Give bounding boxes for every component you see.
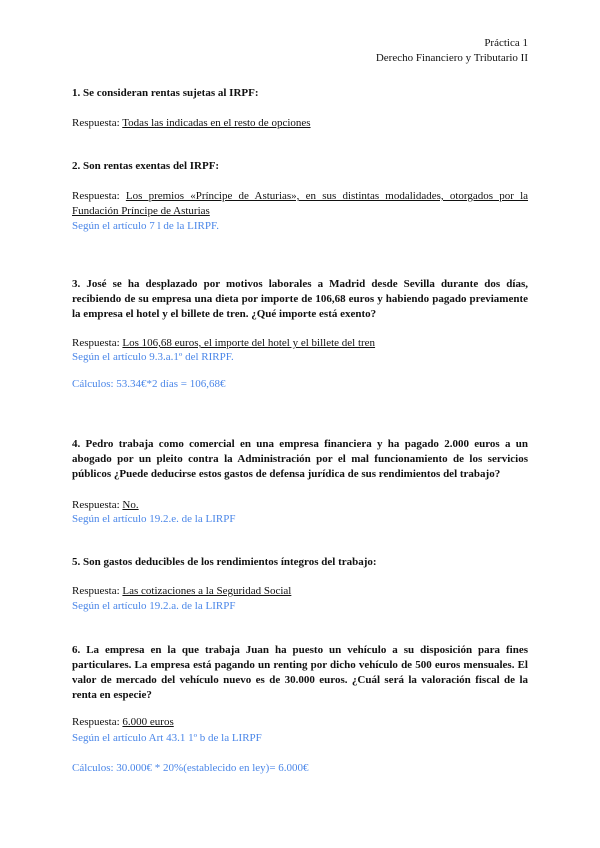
answer-label: Respuesta: [72,337,120,349]
question-4: 4. Pedro trabaja como comercial en una empresa financiera y ha pagado 2.000 euros a un abogado por un pleito contra la Administración por el mal funcionamiento de los servicios públicos ¿Puede deducirse estos gastos de defensa jurídica de sus rendimientos del trabajo? [72,438,528,480]
answer-6 [72,715,528,730]
citation-4: Según el artículo 19.2.e. de la LIRPF [72,513,236,525]
answer-label: Respuesta: [72,190,120,202]
answer-4 [72,498,528,513]
header-practice: Práctica 1 [484,37,528,49]
answer-3 [72,336,528,351]
answer-text: Todas las indicadas en el resto de opciones [122,117,311,129]
answer-label: Respuesta: [72,499,120,511]
answer-5 [72,584,528,599]
question-6: 6. La empresa en la que trabaja Juan ha puesto un vehículo a su disposición para fines particulares. La empresa está pagando un renting por dicho vehículo de 500 euros mensuales. El valor de mercado del vehículo nuevo es de 30.000 euros. ¿Cuál será la valoración fiscal de la renta en especie? [72,644,528,701]
citation-6: Según el artículo Art 43.1 1º b de la LIRPF [72,732,262,744]
citation-3: Según el artículo 9.3.a.1º del RIRPF. [72,351,234,363]
calculation-3: Cálculos: 53.34€*2 días = 106,68€ [72,378,226,390]
answer-text: Los premios «Príncipe de Asturias», en sus distintas modalidades, otorgados por la Fundación Príncipe de Asturias [72,190,529,217]
citation-2: Según el artículo 7 l de la LIRPF. [72,220,219,232]
header-subject: Derecho Financiero y Tributario II [375,52,528,64]
answer-text: Las cotizaciones a la Seguridad Social [122,585,292,597]
question-1: 1. Se consideran rentas sujetas al IRPF: [72,87,259,99]
answer-label: Respuesta: [72,117,120,129]
answer-2 [72,189,528,219]
answer-text: No. [122,499,139,511]
answer-label: Respuesta: [72,585,120,597]
answer-text: Los 106,68 euros, el importe del hotel y el billete del tren [122,337,376,349]
citation-5: Según el artículo 19.2.a. de la LIRPF [72,600,236,612]
question-3: 3. José se ha desplazado por motivos laborales a Madrid desde Sevilla durante dos días, recibiendo de su empresa una dieta por importe de 106,68 euros y habiendo pagado previamente la empresa el hotel y el billete de tren. ¿Qué importe está exento? [72,278,528,320]
question-2: 2. Son rentas exentas del IRPF: [72,160,220,172]
calculation-6: Cálculos: 30.000€ * 20%(establecido en ley)= 6.000€ [72,762,309,774]
answer-text: 6.000 euros [122,716,174,728]
answer-label: Respuesta: [72,716,120,728]
question-5: 5. Son gastos deducibles de los rendimientos íntegros del trabajo: [72,556,377,568]
answer-1 [72,116,528,131]
